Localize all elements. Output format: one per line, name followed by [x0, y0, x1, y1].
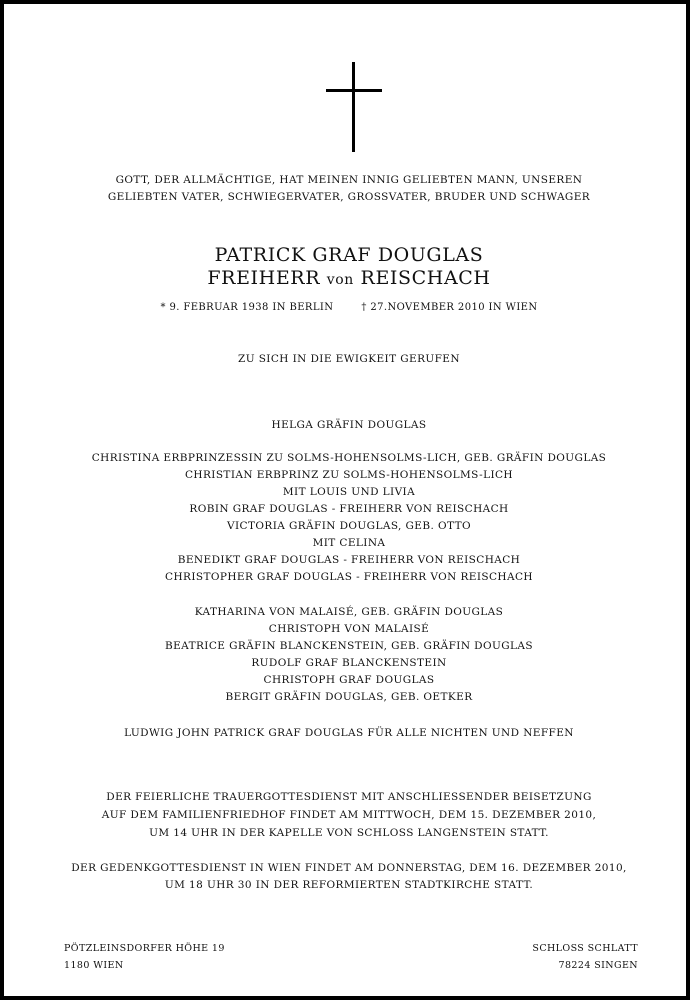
- mourner-line: BERGIT GRÄFIN DOUGLAS, GEB. OETKER: [225, 691, 473, 703]
- mourner-line: MIT LOUIS UND LIVIA: [282, 486, 416, 498]
- mourner-line: VICTORIA GRÄFIN DOUGLAS, GEB. OTTO: [227, 520, 471, 532]
- intro-line-2: GELIEBTEN VATER, SCHWIEGERVATER, GROSSVATER, BRUDER UND SCHWAGER: [107, 191, 591, 203]
- address-left-street: PÖTZLEINSDORFER HÖHE 19: [64, 943, 225, 954]
- memorial-line-2: UM 18 UHR 30 IN DER REFORMIERTEN STADTKIRCHE STATT.: [164, 879, 534, 891]
- address-right-city: 78224 SINGEN: [558, 960, 638, 971]
- deceased-house: REISCHACH: [360, 267, 491, 289]
- mourner-line: CHRISTOPHER GRAF DOUGLAS - FREIHERR VON REISCHACH: [165, 571, 533, 583]
- cross-icon: [326, 62, 382, 152]
- mourner-line: CHRISTIAN ERBPRINZ ZU SOLMS-HOHENSOLMS-LICH: [185, 469, 513, 481]
- mourner-line: CHRISTOPH VON MALAISÉ: [268, 623, 430, 635]
- memorial-line-1: DER GEDENKGOTTESDIENST IN WIEN FINDET AM DONNERSTAG, DEM 16. DEZEMBER 2010,: [71, 862, 627, 874]
- mourner-line: BEATRICE GRÄFIN BLANCKENSTEIN, GEB. GRÄFIN DOUGLAS: [165, 640, 533, 652]
- intro-line-1: GOTT, DER ALLMÄCHTIGE, HAT MEINEN INNIG GELIEBTEN MANN, UNSEREN: [115, 174, 583, 186]
- deceased-name-line-2: [4, 267, 690, 289]
- deceased-title: FREIHERR: [207, 267, 321, 289]
- life-dates: [4, 302, 690, 313]
- mourner-line: MIT CELINA: [312, 537, 386, 549]
- service-line-3: UM 14 UHR IN DER KAPELLE VON SCHLOSS LANGENSTEIN STATT.: [149, 827, 549, 839]
- called-line: ZU SICH IN DIE EWIGKEIT GERUFEN: [238, 353, 460, 365]
- mourner-line: CHRISTINA ERBPRINZESSIN ZU SOLMS-HOHENSOLMS-LICH, GEB. GRÄFIN DOUGLAS: [91, 452, 607, 464]
- mourner-line: HELGA GRÄFIN DOUGLAS: [271, 419, 427, 431]
- death-date: † 27.NOVEMBER 2010 IN WIEN: [361, 302, 538, 313]
- mourner-line: ROBIN GRAF DOUGLAS - FREIHERR VON REISCHACH: [189, 503, 509, 515]
- deceased-name-line-1: PATRICK GRAF DOUGLAS: [214, 244, 484, 266]
- address-right-name: SCHLOSS SCHLATT: [532, 943, 638, 954]
- deceased-von: von: [326, 272, 354, 288]
- birth-date: * 9. FEBRUAR 1938 IN BERLIN: [160, 302, 334, 313]
- service-line-1: DER FEIERLICHE TRAUERGOTTESDIENST MIT ANSCHLIESSENDER BEISETZUNG: [106, 791, 592, 803]
- mourner-line: CHRISTOPH GRAF DOUGLAS: [263, 674, 435, 686]
- mourner-line: BENEDIKT GRAF DOUGLAS - FREIHERR VON REISCHACH: [177, 554, 521, 566]
- address-left-city: 1180 WIEN: [64, 960, 124, 971]
- mourner-line: RUDOLF GRAF BLANCKENSTEIN: [251, 657, 447, 669]
- mourner-line: KATHARINA VON MALAISÉ, GEB. GRÄFIN DOUGLAS: [194, 606, 504, 618]
- mourner-line: LUDWIG JOHN PATRICK GRAF DOUGLAS FÜR ALLE NICHTEN UND NEFFEN: [124, 727, 574, 739]
- service-line-2: AUF DEM FAMILIENFRIEDHOF FINDET AM MITTWOCH, DEM 15. DEZEMBER 2010,: [101, 809, 597, 821]
